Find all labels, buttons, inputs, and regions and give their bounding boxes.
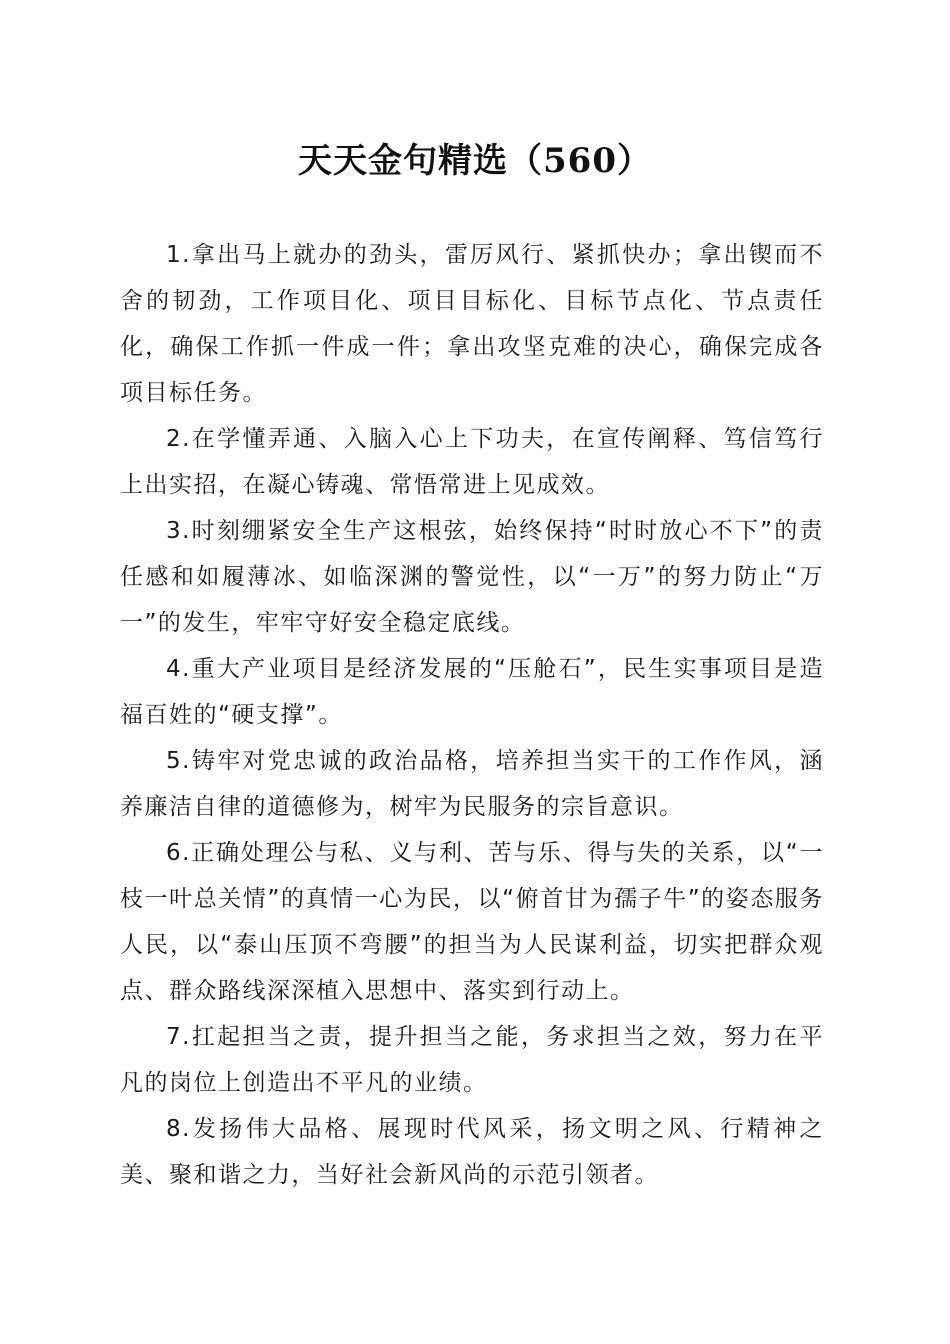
- document-title: 天天金句精选（560）: [298, 141, 652, 181]
- quote-item-5: 5.铸牢对党忠诚的政治品格，培养担当实干的工作作风，涵养廉洁自律的道德修为，树牢为民服务的宗旨意识。: [120, 748, 824, 820]
- quote-item-2: 2.在学懂弄通、入脑入心上下功夫，在宣传阐释、笃信笃行上出实招，在凝心铸魂、常悟常进上见成效。: [120, 426, 824, 498]
- quote-item-8: 8.发扬伟大品格、展现时代风采，扬文明之风、行精神之美、聚和谐之力，当好社会新风尚的示范引领者。: [120, 1116, 824, 1188]
- quote-item-6: 6.正确处理公与私、义与利、苦与乐、得与失的关系，以“一枝一叶总关情”的真情一心为民，以“俯首甘为孺子牛”的姿态服务人民，以“泰山压顶不弯腰”的担当为人民谋利益，切实把群众观点、群众路线深深植入思想中、落实到行动上。: [120, 840, 824, 1004]
- quote-item-3: 3.时刻绷紧安全生产这根弦，始终保持“时时放心不下”的责任感和如履薄冰、如临深渊的警觉性，以“一万”的努力防止“万一”的发生，牢牢守好安全稳定底线。: [120, 518, 824, 636]
- quote-item-7: 7.扛起担当之责，提升担当之能，务求担当之效，努力在平凡的岗位上创造出不平凡的业绩。: [120, 1024, 824, 1096]
- document-body: [120, 232, 824, 1198]
- quote-item-1: 1.拿出马上就办的劲头，雷厉风行、紧抓快办；拿出锲而不舍的韧劲，工作项目化、项目目标化、目标节点化、节点责任化，确保工作抓一件成一件；拿出攻坚克难的决心，确保完成各项目标任务。: [120, 242, 824, 406]
- quote-item-4: 4.重大产业项目是经济发展的“压舱石”，民生实事项目是造福百姓的“硬支撑”。: [120, 656, 824, 728]
